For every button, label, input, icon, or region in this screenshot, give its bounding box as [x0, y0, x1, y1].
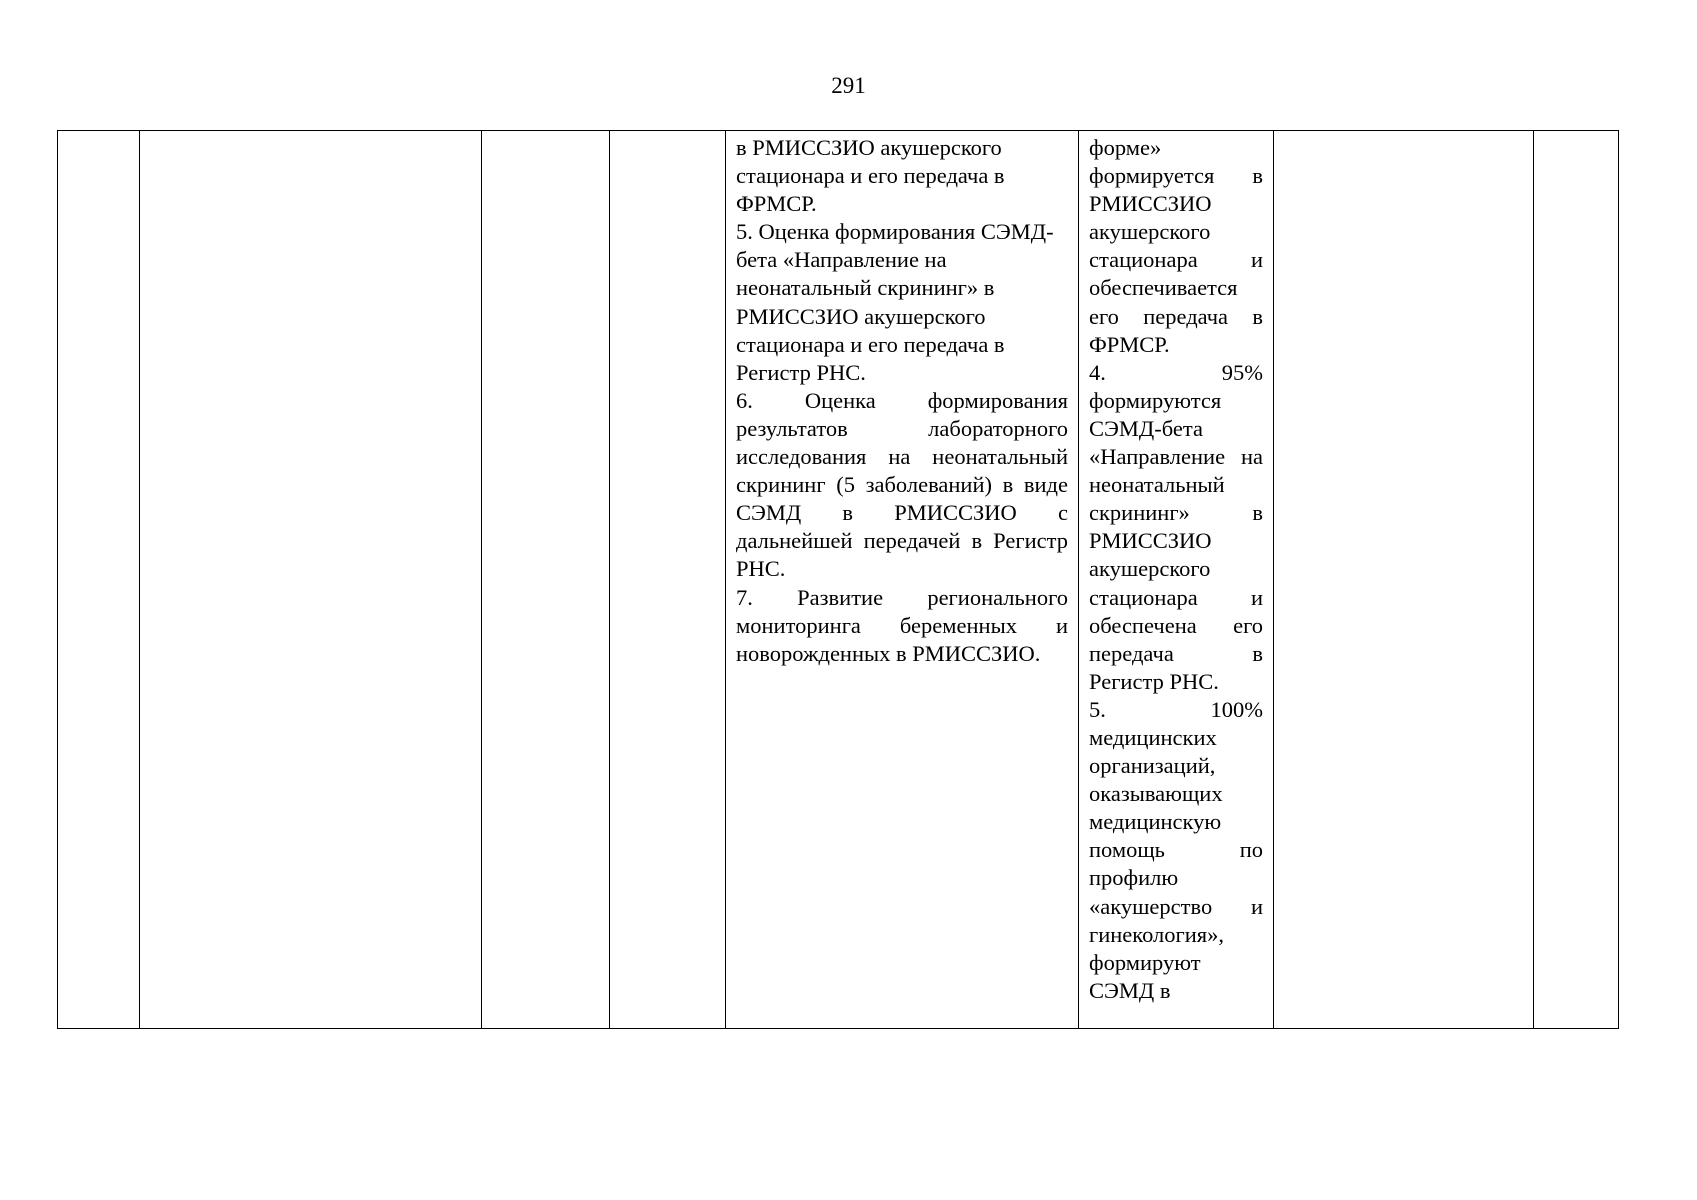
table-cell-col3: [482, 131, 610, 1029]
table-cell-col8: [1534, 131, 1619, 1029]
col5-text: [726, 131, 1078, 668]
col5-item: 7. Развитие регионального мониторинга беременных и новорожденных в РМИССЗИО.: [736, 584, 1068, 666]
col6-item: форме» формируется в РМИССЗИО акушерского стационара и обеспечивается его передача в ФРМСР.: [1089, 135, 1263, 357]
col6-item: 5. 100% медицинских организаций, оказывающих медицинскую помощь по профилю «акушерство и гинекология», формируют СЭМД в: [1089, 696, 1263, 1003]
table-cell-col2: [140, 131, 482, 1029]
table-cell-col1: [58, 131, 140, 1029]
col5-item: 6. Оценка формирования результатов лабораторного исследования на неонатальный скрининг (5 заболеваний) в виде СЭМД в РМИССЗИО с дальнейшей передачей в Регистр РНС.: [736, 387, 1068, 582]
col5-item: 5. Оценка формирования СЭМД-бета «Направление на неонатальный скрининг» в РМИССЗИО акушерского стационара и его передача в Регистр РНС.: [736, 219, 1054, 385]
table-cell-col4: [610, 131, 726, 1029]
document-table: [57, 130, 1619, 1029]
table-cell-col5: [726, 131, 1079, 1029]
col5-item: в РМИССЗИО акушерского стационара и его передача в ФРМСР.: [736, 135, 1005, 217]
col6-text: [1079, 131, 1273, 1005]
table-row: [58, 131, 1619, 1029]
page-number: 291: [831, 73, 866, 98]
col6-item: 4. 95% формируются СЭМД-бета «Направление на неонатальный скрининг» в РМИССЗИО акушерского стационара и обеспечена его передача в Регистр РНС.: [1089, 359, 1263, 694]
table-cell-col6: [1079, 131, 1274, 1029]
table-cell-col7: [1274, 131, 1534, 1029]
